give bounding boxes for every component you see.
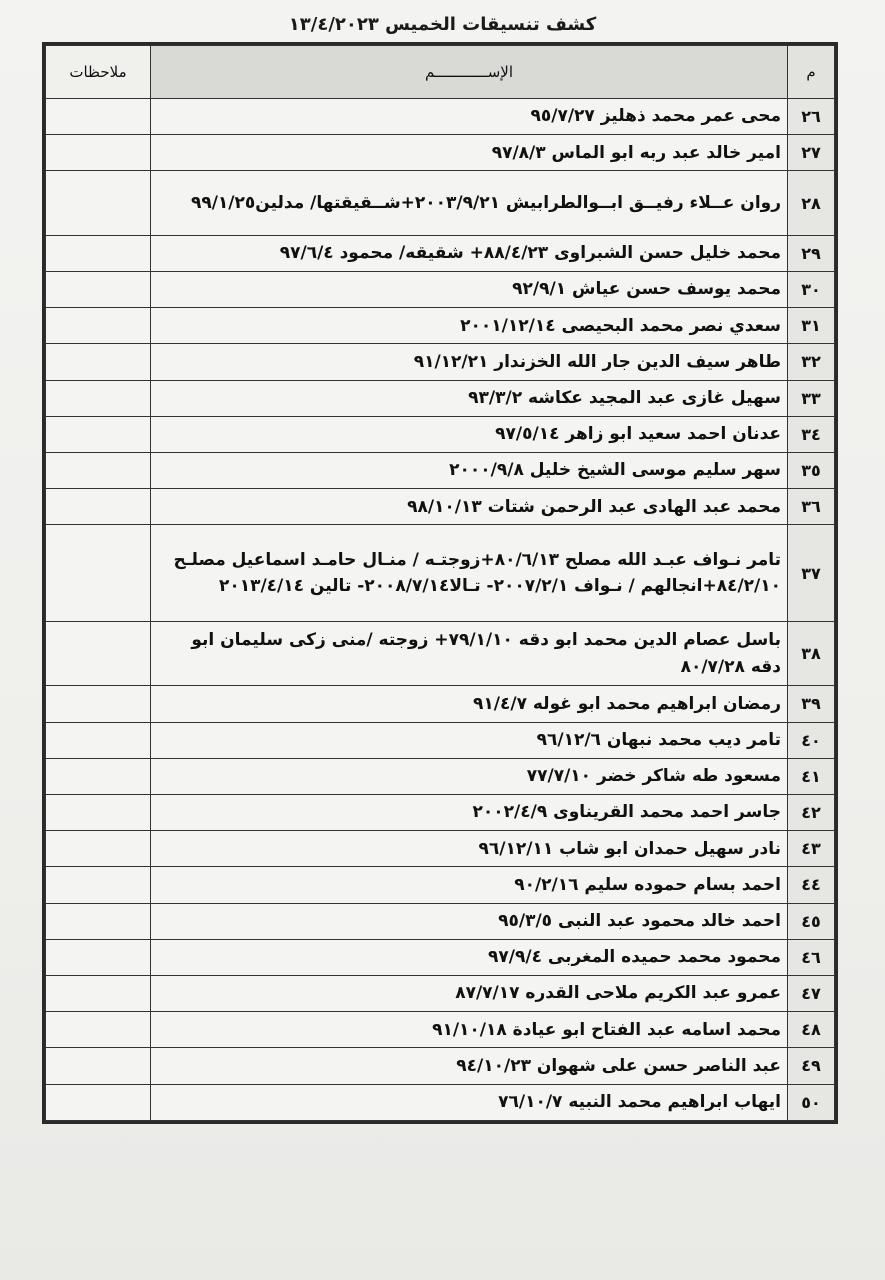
row-name: سهر سليم موسى الشيخ خليل ٢٠٠٠/٩/٨	[151, 453, 788, 489]
row-number: ٤٥	[788, 903, 835, 939]
row-name: محمود محمد حميده المغربى ٩٧/٩/٤	[151, 939, 788, 975]
row-notes	[46, 794, 151, 830]
row-notes	[46, 975, 151, 1011]
row-number: ٢٨	[788, 171, 835, 235]
names-table	[45, 45, 835, 1121]
row-name: محمد خليل حسن الشبراوى ٨٨/٤/٢٣+ شقيقه/ محمود ٩٧/٦/٤	[151, 235, 788, 271]
table-row	[46, 686, 835, 722]
row-notes	[46, 722, 151, 758]
table-body	[46, 99, 835, 1121]
row-name: محى عمر محمد ذهليز ٩٥/٧/٢٧	[151, 99, 788, 135]
row-notes	[46, 453, 151, 489]
row-number: ٥٠	[788, 1084, 835, 1120]
row-number: ٢٦	[788, 99, 835, 135]
row-notes	[46, 1048, 151, 1084]
row-name: تامر نـواف عبـد الله مصلح ٨٠/٦/١٣+زوجتـه / منـال حامـد اسماعيل مصلـح ٨٤/٢/١٠+انجالهم / نـواف ٢٠٠٧/٢/١- تـالا٢٠٠٨/٧/١٤- تالين ٢٠١٣/٤/١٤	[151, 525, 788, 622]
row-notes	[46, 489, 151, 525]
table-row	[46, 867, 835, 903]
row-name: عمرو عبد الكريم ملاحى القدره ٨٧/٧/١٧	[151, 975, 788, 1011]
row-name: تامر ديب محمد نبهان ٩٦/١٢/٦	[151, 722, 788, 758]
row-number: ٣٧	[788, 525, 835, 622]
header-notes: ملاحظات	[46, 46, 151, 99]
row-name: ايهاب ابراهيم محمد النبيه ٧٦/١٠/٧	[151, 1084, 788, 1120]
row-name: محمد يوسف حسن عياش ٩٢/٩/١	[151, 271, 788, 307]
row-number: ٤٦	[788, 939, 835, 975]
table-header-row	[46, 46, 835, 99]
table-row	[46, 939, 835, 975]
table-row	[46, 453, 835, 489]
row-name: محمد اسامه عبد الفتاح ابو عيادة ٩١/١٠/١٨	[151, 1012, 788, 1048]
row-number: ٣٠	[788, 271, 835, 307]
names-table-frame	[42, 42, 838, 1124]
row-name: عدنان احمد سعيد ابو زاهر ٩٧/٥/١٤	[151, 416, 788, 452]
row-number: ٤٠	[788, 722, 835, 758]
row-notes	[46, 831, 151, 867]
row-number: ٤١	[788, 758, 835, 794]
row-notes	[46, 135, 151, 171]
table-row	[46, 1084, 835, 1120]
row-notes	[46, 1084, 151, 1120]
row-number: ٤٧	[788, 975, 835, 1011]
row-notes	[46, 758, 151, 794]
table-row	[46, 380, 835, 416]
row-name: امير خالد عبد ربه ابو الماس ٩٧/٨/٣	[151, 135, 788, 171]
table-row	[46, 1012, 835, 1048]
row-notes	[46, 903, 151, 939]
row-name: محمد عبد الهادى عبد الرحمن شتات ٩٨/١٠/١٣	[151, 489, 788, 525]
table-row	[46, 344, 835, 380]
row-notes	[46, 235, 151, 271]
row-number: ٣٣	[788, 380, 835, 416]
row-notes	[46, 344, 151, 380]
table-row	[46, 831, 835, 867]
row-notes	[46, 939, 151, 975]
row-number: ٣٢	[788, 344, 835, 380]
table-row	[46, 135, 835, 171]
row-number: ٤٤	[788, 867, 835, 903]
row-number: ٤٨	[788, 1012, 835, 1048]
header-name: الإســــــــــــم	[151, 46, 788, 99]
document-title: كشف تنسيقات الخميس ١٣/٤/٢٠٢٣	[288, 14, 597, 35]
table-row	[46, 235, 835, 271]
table-row	[46, 99, 835, 135]
row-number: ٣٨	[788, 621, 835, 685]
row-number: ٣٩	[788, 686, 835, 722]
row-name: احمد بسام حموده سليم ٩٠/٢/١٦	[151, 867, 788, 903]
table-row	[46, 525, 835, 622]
row-number: ٤٣	[788, 831, 835, 867]
row-notes	[46, 621, 151, 685]
table-row	[46, 975, 835, 1011]
row-name: جاسر احمد محمد القريناوى ٢٠٠٢/٤/٩	[151, 794, 788, 830]
row-name: نادر سهيل حمدان ابو شاب ٩٦/١٢/١١	[151, 831, 788, 867]
header-number: م	[788, 46, 835, 99]
row-notes	[46, 99, 151, 135]
row-number: ٣٦	[788, 489, 835, 525]
row-notes	[46, 380, 151, 416]
row-notes	[46, 416, 151, 452]
row-notes	[46, 686, 151, 722]
row-name: سعدي نصر محمد البحيصى ٢٠٠١/١٢/١٤	[151, 308, 788, 344]
row-number: ٣٥	[788, 453, 835, 489]
row-number: ٤٩	[788, 1048, 835, 1084]
row-notes	[46, 867, 151, 903]
row-name: عبد الناصر حسن على شهوان ٩٤/١٠/٢٣	[151, 1048, 788, 1084]
row-notes	[46, 271, 151, 307]
row-number: ٣٤	[788, 416, 835, 452]
table-row	[46, 758, 835, 794]
row-number: ٢٩	[788, 235, 835, 271]
row-name: احمد خالد محمود عبد النبى ٩٥/٣/٥	[151, 903, 788, 939]
row-notes	[46, 308, 151, 344]
row-number: ٤٢	[788, 794, 835, 830]
table-row	[46, 416, 835, 452]
table-row	[46, 308, 835, 344]
row-number: ٢٧	[788, 135, 835, 171]
row-name: روان عــلاء رفيــق ابــوالطرابيش ٢٠٠٣/٩/٢١+شــقيقتها/ مدلين٩٩/١/٢٥	[151, 171, 788, 235]
row-name: مسعود طه شاكر خضر ٧٧/٧/١٠	[151, 758, 788, 794]
table-row	[46, 1048, 835, 1084]
row-notes	[46, 171, 151, 235]
table-row	[46, 903, 835, 939]
row-name: باسل عصام الدين محمد ابو دقه ٧٩/١/١٠+ زوجته /منى زكى سليمان ابو دقه ٨٠/٧/٢٨	[151, 621, 788, 685]
table-row	[46, 722, 835, 758]
row-notes	[46, 1012, 151, 1048]
table-row	[46, 271, 835, 307]
row-name: سهيل غازى عبد المجيد عكاشه ٩٣/٣/٢	[151, 380, 788, 416]
row-name: رمضان ابراهيم محمد ابو غوله ٩١/٤/٧	[151, 686, 788, 722]
row-number: ٣١	[788, 308, 835, 344]
table-row	[46, 489, 835, 525]
table-row	[46, 171, 835, 235]
table-row	[46, 621, 835, 685]
row-name: طاهر سيف الدين جار الله الخزندار ٩١/١٢/٢١	[151, 344, 788, 380]
row-notes	[46, 525, 151, 622]
table-row	[46, 794, 835, 830]
